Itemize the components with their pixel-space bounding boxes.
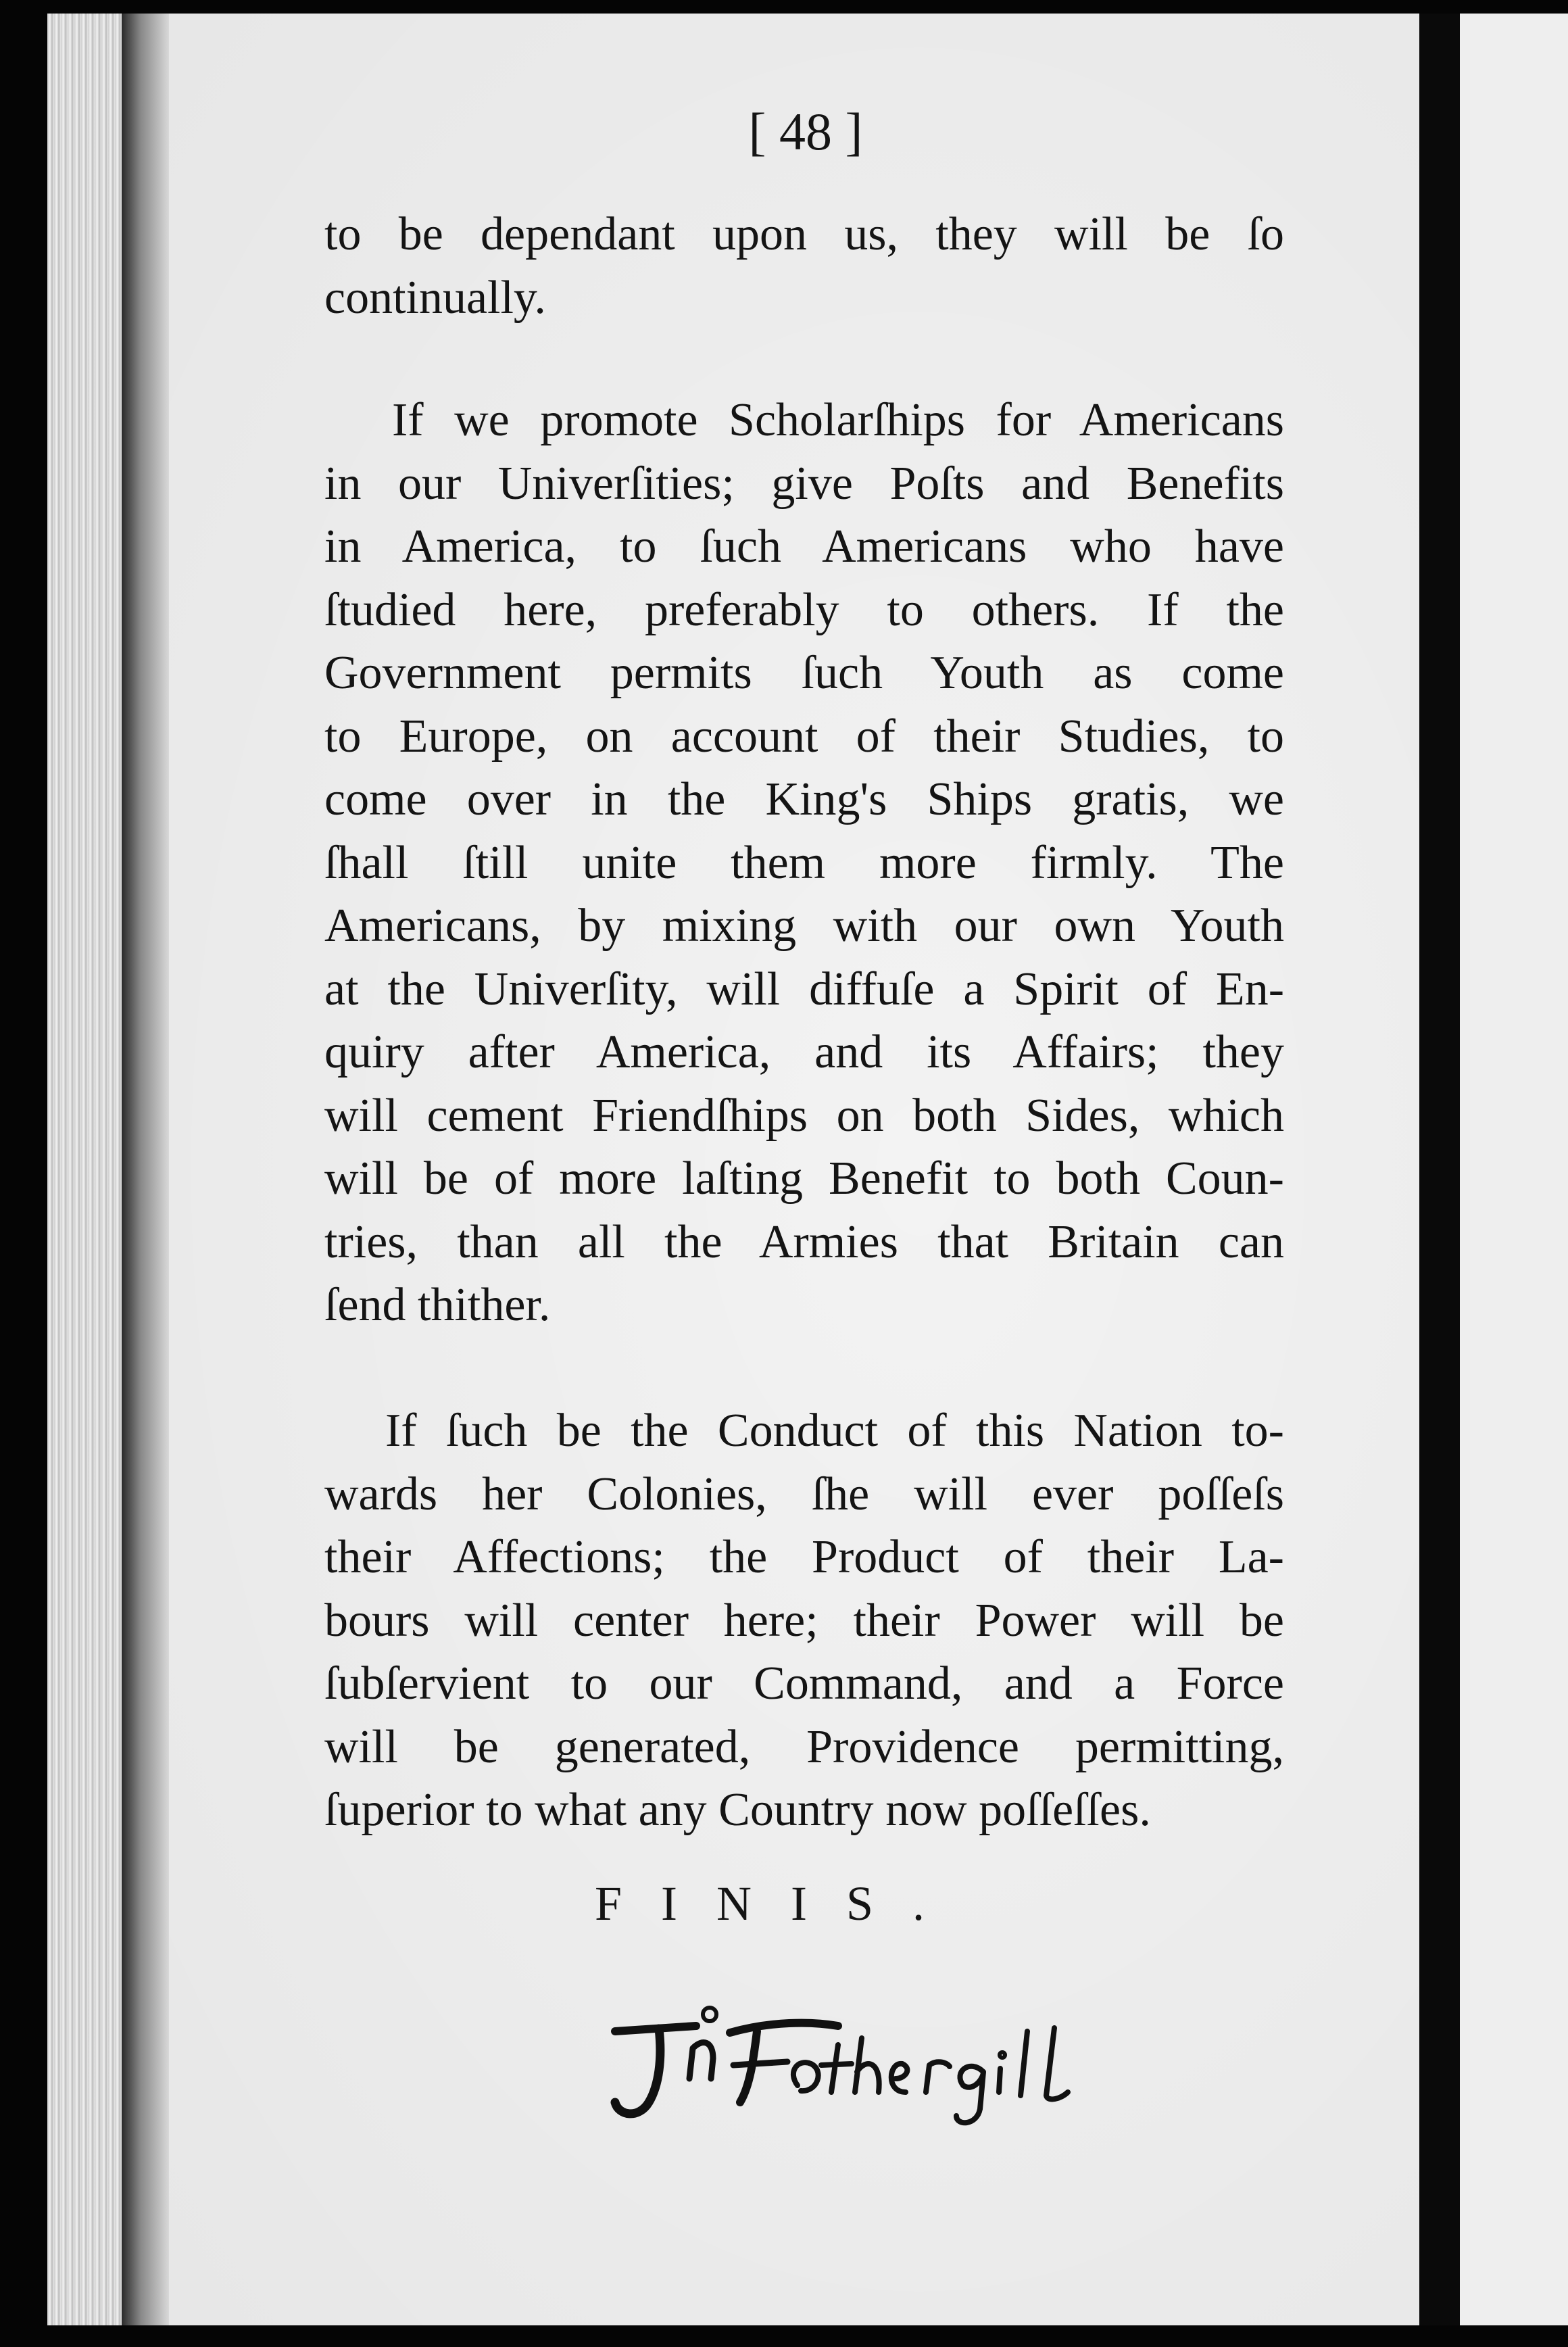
facing-page-edge bbox=[1460, 14, 1568, 2325]
text-line: come over in the King's Ships gratis, we bbox=[324, 773, 1284, 825]
text-line: tries, than all the Armies that Britain can bbox=[324, 1215, 1284, 1268]
text-line: Americans, by mixing with our own Youth bbox=[324, 900, 1284, 952]
text-line: to be dependant upon us, they will be ſo bbox=[324, 208, 1284, 260]
text-line: ſuperior to what any Country now poſſeſſes. bbox=[324, 1784, 1151, 1836]
text-line: to Europe, on account of their Studies, to bbox=[324, 710, 1284, 763]
text-line: ſend thither. bbox=[324, 1279, 551, 1331]
text-line: Government permits ſuch Youth as come bbox=[324, 647, 1284, 699]
paragraph-3 bbox=[324, 1399, 1284, 1842]
text-line: ſtudied here, preferably to others. If the bbox=[324, 583, 1284, 636]
text-line: wards her Colonies, ſhe will ever poſſeſs bbox=[324, 1468, 1284, 1520]
paragraph-2 bbox=[324, 389, 1284, 1337]
text-line: quiry after America, and its Affairs; they bbox=[324, 1026, 1284, 1078]
text-line: ſubſervient to our Command, and a Force bbox=[324, 1658, 1284, 1710]
text-line: If we promote Scholarſhips for Americans bbox=[392, 394, 1284, 446]
text-line: will be of more laſting Benefit to both Coun- bbox=[324, 1153, 1284, 1205]
text-line: at the Univerſity, will diffuſe a Spirit of En- bbox=[324, 963, 1284, 1015]
text-line: bours will center here; their Power will be bbox=[324, 1594, 1284, 1647]
text-line: If ſuch be the Conduct of this Nation to- bbox=[385, 1405, 1284, 1457]
handwritten-signature bbox=[595, 1984, 1149, 2146]
text-line: continually. bbox=[324, 271, 546, 324]
text-line: will cement Friendſhips on both Sides, which bbox=[324, 1089, 1284, 1142]
text-line: in our Univerſities; give Poſts and Benefits bbox=[324, 457, 1284, 510]
text-line: in America, to ſuch Americans who have bbox=[324, 521, 1284, 573]
paragraph-1 bbox=[324, 203, 1284, 329]
text-line: will be generated, Providence permitting, bbox=[324, 1720, 1284, 1773]
text-line: ſhall ſtill unite them more firmly. The bbox=[324, 836, 1284, 889]
spine-shadow bbox=[122, 14, 169, 2325]
page-number: [ 48 ] bbox=[748, 102, 863, 161]
text-line: their Affections; the Product of their La- bbox=[324, 1531, 1284, 1583]
finis-heading: FINIS. bbox=[595, 1877, 964, 1931]
right-gutter bbox=[1419, 14, 1460, 2325]
